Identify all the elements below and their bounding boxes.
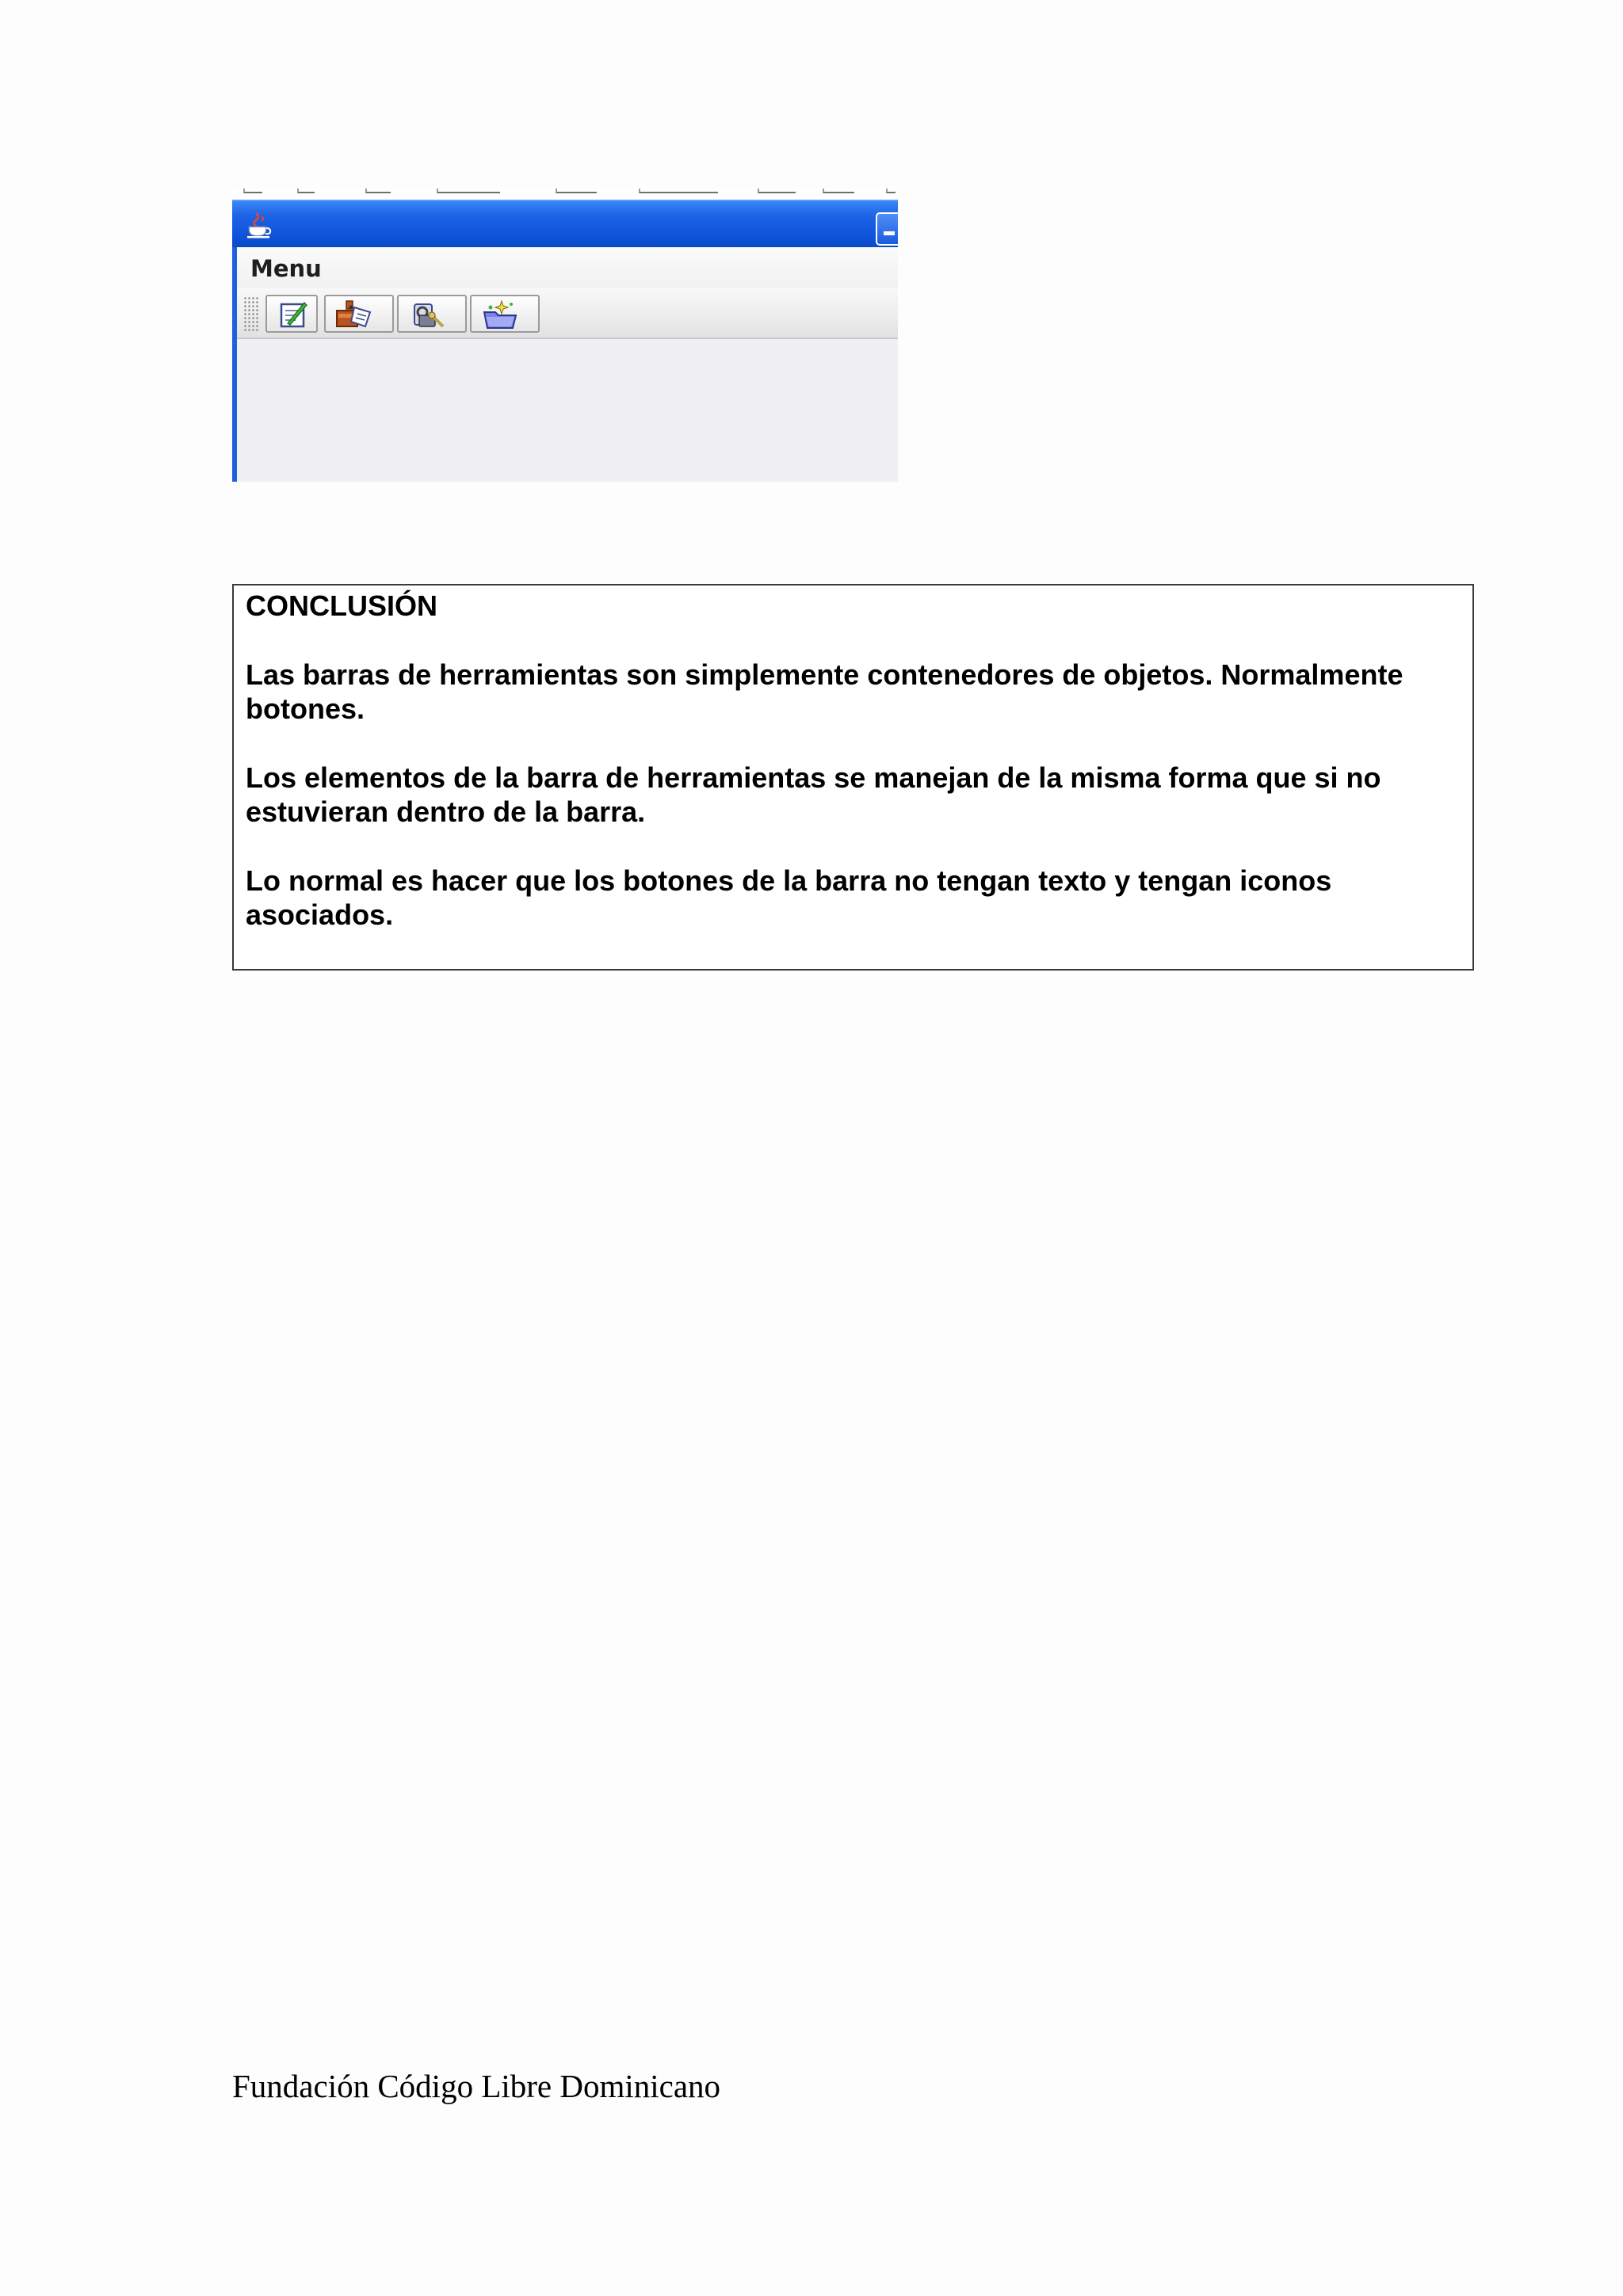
- menu-bar: [237, 247, 898, 288]
- java-coffee-cup-icon: [245, 212, 273, 238]
- toolbar-button-open[interactable]: [324, 295, 394, 333]
- toolbar-button-edit[interactable]: [265, 295, 318, 333]
- conclusion-paragraph: Las barras de herramientas son simplemente contenedores de objetos. Normalmente botones.: [246, 658, 1403, 725]
- minimize-button[interactable]: [876, 212, 898, 246]
- toolbar-button-lock[interactable]: [397, 295, 467, 333]
- conclusion-paragraph: Los elementos de la barra de herramientas se manejan de la misma forma que si no estuvieran dentro de la barra.: [246, 761, 1381, 828]
- toolbar: [237, 288, 898, 339]
- toolbar-drag-handle[interactable]: [243, 296, 259, 333]
- page-footer: Fundación Código Libre Dominicano: [232, 2068, 721, 2104]
- open-folder-document-icon: [334, 299, 381, 330]
- new-folder-sparkle-icon: [479, 299, 527, 330]
- window-content: [237, 247, 898, 482]
- conclusion-title: CONCLUSIÓN: [246, 589, 437, 622]
- menu-item-menu[interactable]: Menu: [250, 255, 322, 282]
- lock-key-icon: [407, 299, 454, 330]
- conclusion-paragraph: Lo normal es hacer que los botones de la barra no tengan texto y tengan iconos asociados.: [246, 864, 1332, 931]
- edit-document-icon: [278, 299, 308, 330]
- cropped-menu-strip: [232, 189, 898, 200]
- window-screenshot: [232, 189, 898, 482]
- window-titlebar[interactable]: [232, 200, 898, 249]
- conclusion-box: [232, 584, 1474, 971]
- toolbar-button-new-folder[interactable]: [470, 295, 540, 333]
